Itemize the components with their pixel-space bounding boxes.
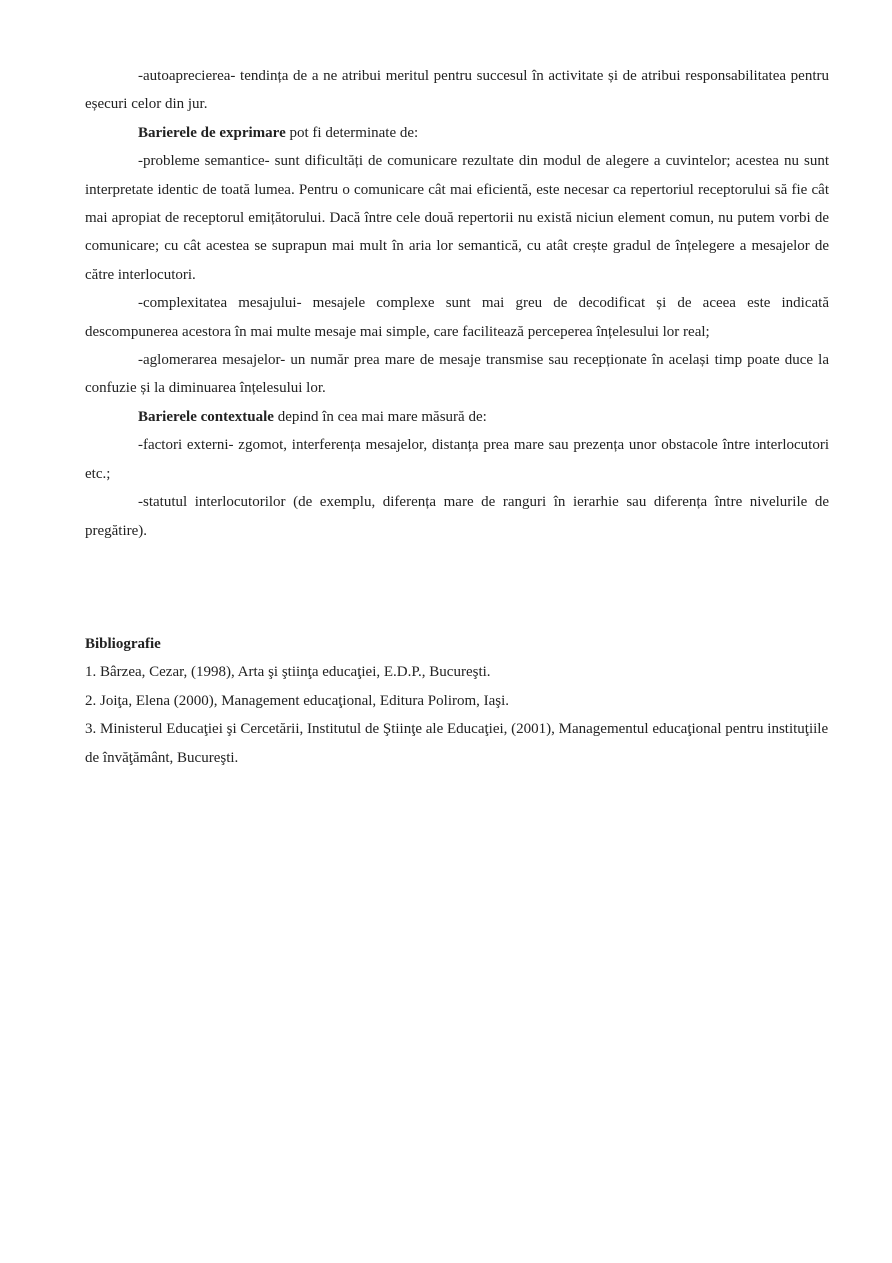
paragraph-probleme-semantice: -probleme semantice- sunt dificultăți de comunicare rezultate din modul de alegere a cuvintelor; acestea nu sunt interpretate identic de toată lumea. Pentru o comunicare cât mai eficientă, este necesar ca repertoriul receptorului să fie cât mai apropiat de receptorul emițătorului. Dacă între cele două repertorii nu există niciun element comun, nu putem vorbi de comunicare; cu cât acestea se suprapun mai mult în aria lor semantică, cu atât crește gradul de înțelegere a mesajelor de către interlocutori.	[85, 153, 829, 283]
bibliography-item: 2. Joiţa, Elena (2000), Management educaţional, Editura Polirom, Iaşi.	[85, 692, 510, 709]
paragraph-text: depind în cea mai mare măsură de:	[273, 408, 487, 425]
paragraph-barierele-de-exprimare	[85, 119, 829, 147]
heading-barierele-contextuale: Barierele contextuale	[138, 408, 274, 425]
paragraph-complexitatea-mesajului: -complexitatea mesajului- mesajele complexe sunt mai greu de decodificat și de aceea este indicată descompunerea acestora în mai multe mesaje mai simple, care facilitează perceperea înțelesului lor real;	[85, 295, 829, 340]
heading-barierele-de-exprimare: Barierele de exprimare	[138, 124, 286, 141]
paragraph-factori-externi: -factori externi- zgomot, interferența mesajelor, distanța prea mare sau prezența unor obstacole între interlocutori etc.;	[85, 437, 829, 482]
bibliography-item: 3. Ministerul Educaţiei şi Cercetării, Institutul de Ştiinţe ale Educaţiei, (2001), Managementul educaţional pentru instituţiile de învăţământ, Bucureşti.	[85, 721, 829, 766]
paragraph-aglomerarea-mesajelor: -aglomerarea mesajelor- un număr prea mare de mesaje transmise sau recepționate în același timp poate duce la confuzie și la diminuarea înțelesului lor.	[85, 352, 829, 397]
bibliography-title: Bibliografie	[85, 635, 161, 652]
bibliography-item: 1. Bârzea, Cezar, (1998), Arta şi ştiinţa educaţiei, E.D.P., Bucureşti.	[85, 664, 491, 681]
paragraph-barierele-contextuale	[85, 403, 829, 431]
paragraph-autoaprecierea: -autoaprecierea- tendința de a ne atribui meritul pentru succesul în activitate și de atribui responsabilitatea pentru eșecuri celor din jur.	[85, 68, 829, 113]
section-spacer	[85, 545, 829, 630]
document-page	[85, 62, 829, 772]
paragraph-text: pot fi determinate de:	[285, 124, 419, 141]
paragraph-statutul-interlocutorilor: -statutul interlocutorilor (de exemplu, diferența mare de ranguri în ierarhie sau diferența între nivelurile de pregătire).	[85, 494, 829, 539]
